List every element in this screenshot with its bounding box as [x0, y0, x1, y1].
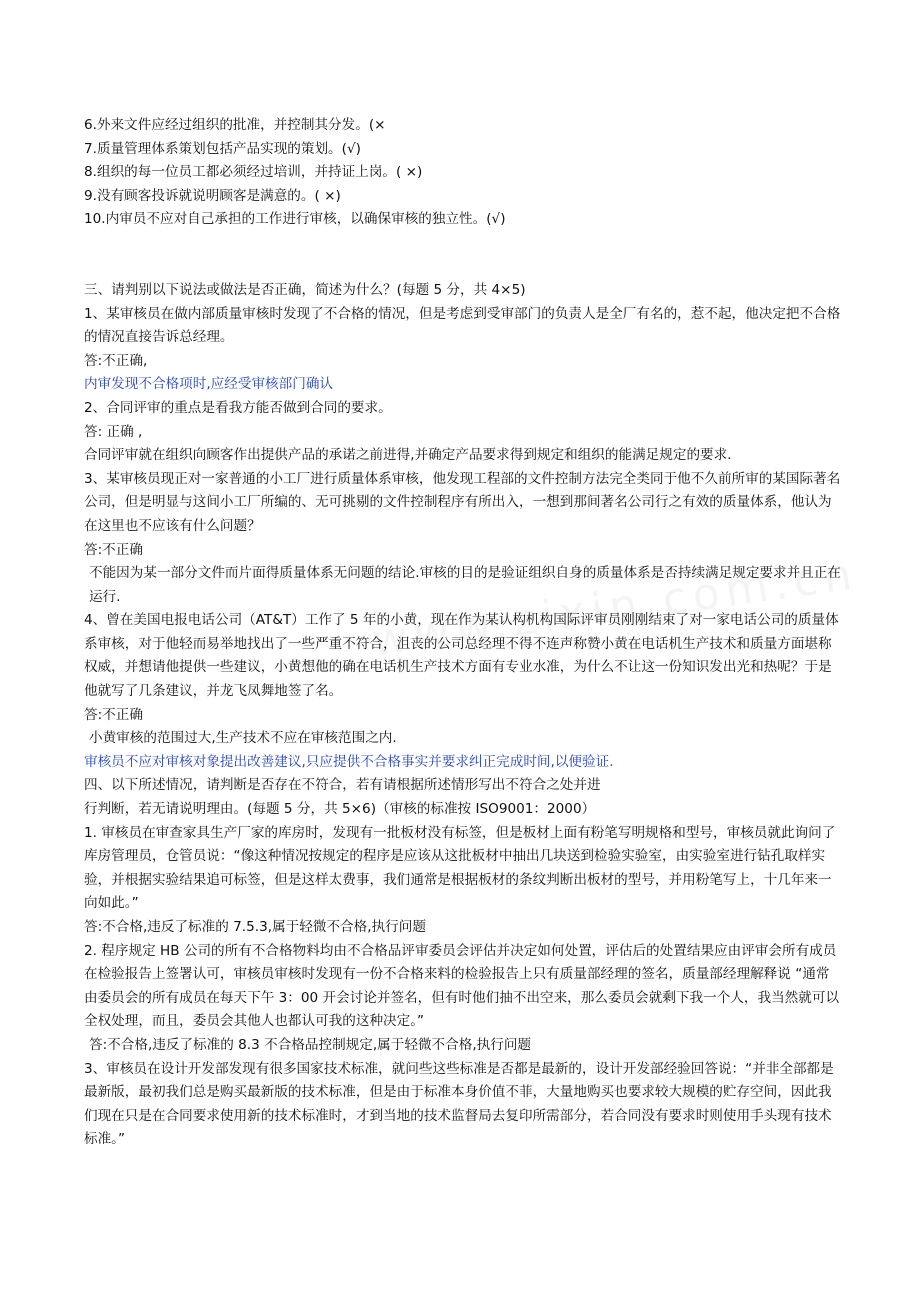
- section-4-answer-1: 答:不合格,违反了标准的 7.5.3,属于轻微不合格,执行问题: [84, 919, 426, 935]
- judge-item-9: 9.没有顾客投诉就说明顾客是满意的。( ×): [84, 187, 341, 204]
- section-3-answer-1-note: 内审发现不合格项时,应经受审核部门确认: [84, 376, 334, 393]
- judge-item-7: 7.质量管理体系策划包括产品实现的策划。(√): [84, 140, 361, 157]
- section-3-question-1: 1、某审核员在做内部质量审核时发现了不合格的情况，但是考虑到受审部门的负责人是全厂有名的，惹不起，他决定把不合格的情况直接告诉总经理。: [84, 305, 841, 346]
- judge-item-8: 8.组织的每一位员工都必须经过培训，并持证上岗。( ×): [84, 164, 423, 181]
- section-4-title-line-2: 行判断，若无请说明理由。(每题 5 分，共 5×6)（审核的标准按 ISO9001：2000）: [84, 801, 596, 818]
- section-4-question-1: 1. 审核员在审查家具生产厂家的库房时，发现有一批板材没有标签，但是板材上面有粉笔写明规格和型号，审核员就此询问了库房管理员，仓管员说：“像这种情况按规定的程序是应该从这批板材中抽出几块送到检验实验室，由实验室进行钻孔取样实验，并根据实验结果追可标签，但是这样太费事，我们通常是根据板材的条纹判断出板材的型号，并用粉笔写上，十几年来一向如此。”: [84, 824, 836, 912]
- judge-item-10: 10.内审员不应对自己承担的工作进行审核，以确保审核的独立性。(√): [84, 211, 506, 228]
- judge-item-6: 6.外来文件应经过组织的批准，并控制其分发。(×: [84, 117, 386, 133]
- section-3-question-3: 3、某审核员现正对一家普通的小工厂进行质量体系审核，他发现工程部的文件控制方法完全类同于他不久前所审的某国际著名公司，但是明显与这间小工厂所编的、无可挑剔的文件控制程序有所出入，一想到那间著名公司行之有效的质量体系，他认为在这里也不应该有什么问题？: [84, 470, 841, 534]
- section-3-answer-2-text: 合同评审就在组织向顾客作出提供产品的承诺之前进得,并确定产品要求得到规定和组织的能满足规定的要求.: [84, 447, 732, 464]
- section-4-question-2: 2. 程序规定 HB 公司的所有不合格物料均由不合格品评审委员会评估并决定如何处置，评估后的处置结果应由评审会所有成员在检验报告上签署认可，审核员审核时发现有一份不合格来料的检验报告上只有质量部经理的签名，质量部经理解释说 “通常由委员会的所有成员在每天下午 3：00 开会讨论并签名，但有时他们抽不出空来，那么委员会就剩下我一个人，我当然就可以全权处理，而且，委员会其他人也都认可我的这种决定。”: [84, 942, 840, 1030]
- section-3: [84, 279, 842, 774]
- section-3-answer-3: 答:不正确: [84, 541, 143, 558]
- section-3-answer-4-note: 审核员不应对审核对象提出改善建议,只应提供不合格事实并要求纠正完成时间,以便验证.: [84, 753, 614, 770]
- section-3-answer-3-text: 不能因为某一部分文件而片面得质量体系无问题的结论.审核的目的是验证组织自身的质量体系是否持续满足规定要求并且正在运行.: [89, 565, 841, 605]
- section-4: [84, 774, 842, 1152]
- document-page: [84, 114, 842, 1152]
- section-3-question-2: 2、合同评审的重点是看我方能否做到合同的要求。: [84, 399, 392, 416]
- section-3-answer-4-text: 小黄审核的范围过大,生产技术不应在审核范围之内.: [89, 730, 397, 747]
- section-4-question-3: 3、审核员在设计开发部发现有很多国家技术标准，就问些这些标准是否都是最新的，设计开发部经验回答说：“并非全部都是最新版，最初我们总是购买最新版的技术标准，但是由于标准本身价值不菲，大量地购买也要求较大规模的贮存空间，因此我们现在只是在合同要求使用新的技术标准时，才到当地的技术监督局去复印所需部分，若合同没有要求时则使用手头现有技术标准。”: [84, 1060, 834, 1148]
- section-3-answer-4: 答:不正确: [84, 706, 143, 723]
- section-3-answer-2: 答: 正确 ,: [84, 423, 143, 440]
- judge-list: [84, 114, 842, 232]
- section-3-answer-1: 答:不正确,: [84, 352, 148, 369]
- section-3-title: 三、请判别以下说法或做法是否正确，简述为什么？(每题 5 分，共 4×5): [84, 281, 526, 298]
- section-4-answer-2: 答:不合格,违反了标准的 8.3 不合格品控制规定,属于轻微不合格,执行问题: [89, 1036, 532, 1053]
- section-4-title-line-1: 四、以下所述情况，请判断是否存在不符合，若有请根据所述情形写出不符合之处并进: [84, 777, 601, 794]
- section-gap: [84, 232, 842, 279]
- section-3-question-4: 4、曾在美国电报电话公司（AT&T）工作了 5 年的小黄，现在作为某认构机构国际评审员刚刚结束了对一家电话公司的质量体系审核，对于他轻而易举地找出了一些严重不符合，沮丧的公司总经理不得不连声称赞小黄在电话机生产技术和质量方面堪称权威，并想请他提供一些建议，小黄想他的确在电话机生产技术方面有专业水准，为什么不让这一份知识发出光和热呢？于是他就写了几条建议，并龙飞凤舞地签了名。: [84, 612, 839, 700]
